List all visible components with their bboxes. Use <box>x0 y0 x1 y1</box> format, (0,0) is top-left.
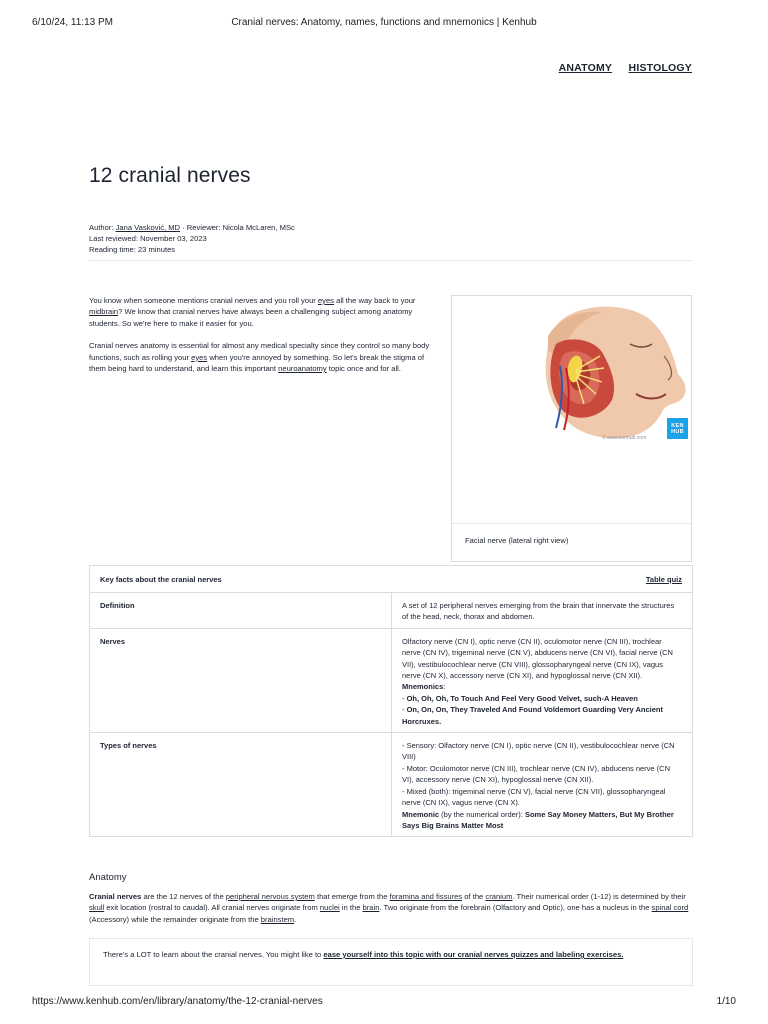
figure-caption: Facial nerve (lateral right view) <box>465 536 569 545</box>
nav-anatomy-link[interactable]: ANATOMY <box>558 62 613 74</box>
text-run: exit location (rostral to caudal). All cranial nerves originate from <box>104 903 320 913</box>
author-link[interactable]: Jana Vasković, MD <box>115 223 181 232</box>
quiz-exercises-link[interactable]: ease yourself into this topic with our cranial nerves quizzes and labeling exercises. <box>323 950 624 959</box>
top-nav <box>547 58 692 76</box>
figure-divider <box>452 523 691 524</box>
text-run: of the <box>462 892 486 901</box>
anatomy-paragraph <box>89 891 693 925</box>
divider <box>89 260 692 261</box>
mnemonic-label: Mnemonic <box>402 809 440 819</box>
text-run: ? We know that cranial nerves have always been a challenging subject among anatomy students. So we're here to make it easier for you. <box>89 307 413 328</box>
text-run: You know when someone mentions cranial nerves and you roll your <box>89 296 318 305</box>
motor-nerves: - Motor: Oculomotor nerve (CN III), trochlear nerve (CN IV), abducens nerve (CN VI), accessory nerve (CN XI), hypoglossal nerve (CN XII). <box>402 763 671 785</box>
reviewer-text: · Reviewer: Nicola McLaren, MSc <box>180 223 295 232</box>
row-value <box>392 733 693 837</box>
row-label: Nerves <box>90 628 392 732</box>
sensory-nerves: - Sensory: Olfactory nerve (CN I), optic nerve (CN II), vestibulocochlear nerve (CN VIII) <box>402 741 675 762</box>
nav-histology-link[interactable]: HISTOLOGY <box>628 62 692 74</box>
print-page-title: Cranial nerves: Anatomy, names, functions and mnemonics | Kenhub <box>231 17 537 28</box>
text-run: in the <box>339 903 363 913</box>
facial-nerve-illustration <box>452 296 691 446</box>
print-datetime: 6/10/24, 11:13 PM <box>32 17 113 28</box>
tip-text <box>90 939 692 961</box>
mixed-nerves: - Mixed (both): trigeminal nerve (CN V), facial nerve (CN VII), glossopharyngeal nerve (CN IX), vagus nerve (CN X). <box>402 786 666 808</box>
foramina-link[interactable]: foramina and fissures <box>389 892 463 901</box>
key-facts-table <box>89 565 693 837</box>
text-run: . Two originate from the forebrain (Olfactory and Optic), one has a nucleus in the <box>379 903 652 913</box>
last-reviewed: Last reviewed: November 03, 2023 <box>89 234 207 243</box>
intro-paragraph-2 <box>89 340 433 374</box>
reading-time: Reading time: 23 minutes <box>89 245 176 254</box>
eyes-link-2[interactable]: eyes <box>191 352 208 362</box>
neuroanatomy-link[interactable]: neuroanatomy <box>278 364 327 374</box>
bold-term: Cranial nerves <box>89 892 142 901</box>
bullet: - <box>402 693 407 703</box>
anatomy-heading: Anatomy <box>89 872 127 883</box>
mnemonic-text: On, On, On, They Traveled And Found Voldemort Guarding Very Ancient Horcruxes. <box>402 705 664 726</box>
intro-text <box>89 295 433 385</box>
mnemonic-item <box>402 704 682 727</box>
bullet: - <box>402 705 407 715</box>
text-run: topic once and for all. <box>326 364 401 374</box>
colon: : <box>443 682 446 692</box>
spinal-cord-link[interactable]: spinal cord <box>651 903 689 913</box>
figure-watermark: © www.kenhub.com <box>602 435 647 441</box>
table-row <box>90 733 693 837</box>
key-facts-table-wrapper <box>89 565 693 837</box>
table-header-row <box>90 566 693 593</box>
article-meta <box>89 222 295 255</box>
text-run: Cranial nerves anatomy is essential for almost any medical specialty since they control so many body functions, such as rolling your <box>89 341 430 362</box>
nerves-list: Olfactory nerve (CN I), optic nerve (CN II), oculomotor nerve (CN III), trochlear nerve (CN IV), trigeminal nerve (CN V), abducens nerve (CN VI), facial nerve (CN VII), vestibulocochlear nerve (CN VIII), glossopharyngeal nerve (CN IX), vagus nerve (CN X), accessory nerve (CN XI), and hypoglossal nerve (CN XII). <box>402 636 673 681</box>
mnemonic-text: Some Say Money Matters, But My Brother Says Big Brains Matter Most <box>402 809 674 830</box>
author-line <box>89 222 295 233</box>
table-row <box>90 593 693 629</box>
cranium-link[interactable]: cranium <box>485 892 513 901</box>
row-label: Definition <box>90 593 392 629</box>
mnemonics-label: Mnemonics <box>402 682 444 692</box>
skull-link[interactable]: skull <box>89 903 105 913</box>
text-run: are the 12 nerves of the <box>141 892 226 901</box>
row-label: Types of nerves <box>90 733 392 837</box>
mnemonic-text: Oh, Oh, Oh, To Touch And Feel Very Good Velvet, such-A Heaven <box>406 693 638 703</box>
pns-link[interactable]: peripheral nervous system <box>225 892 315 901</box>
text-run: . <box>294 914 297 924</box>
print-page-number: 1/10 <box>716 996 736 1007</box>
text-run: that emerge from the <box>314 892 390 901</box>
page-title: 12 cranial nerves <box>89 164 251 187</box>
tip-intro: There's a LOT to learn about the cranial nerves. You might like to <box>103 950 324 959</box>
order-mnemonic <box>402 809 682 832</box>
nuclei-link[interactable]: nuclei <box>319 903 340 913</box>
mnemonic-order: (by the numerical order): <box>439 809 525 819</box>
table-quiz-link[interactable]: Table quiz <box>645 575 682 584</box>
text-run: when you're annoyed by something. So let's break the stigma of them being hard to understand, and learn this important <box>89 352 425 374</box>
intro-paragraph-1 <box>89 295 433 329</box>
tip-box <box>89 938 693 986</box>
table-header-cell <box>90 566 693 593</box>
row-value <box>392 628 693 732</box>
text-run: (Accessory) while the remainder originate from the <box>89 914 261 924</box>
print-url: https://www.kenhub.com/en/library/anatomy/the-12-cranial-nerves <box>32 996 323 1007</box>
mnemonic-item <box>402 693 682 704</box>
figure-card[interactable] <box>451 295 692 562</box>
text-run: . Their numerical order (1-12) is determined by their <box>512 892 686 901</box>
key-facts-heading: Key facts about the cranial nerves <box>100 575 222 584</box>
mnemonics-heading <box>402 681 682 692</box>
brain-link[interactable]: brain <box>362 903 380 913</box>
midbrain-link[interactable]: midbrain <box>89 307 119 317</box>
author-prefix: Author: <box>89 223 116 232</box>
row-value: A set of 12 peripheral nerves emerging from the brain that innervate the structures of the head, neck, thorax and abdomen. <box>392 593 693 629</box>
table-row <box>90 628 693 732</box>
brainstem-link[interactable]: brainstem <box>260 914 295 924</box>
eyes-link[interactable]: eyes <box>317 296 334 305</box>
kenhub-badge: KEN HUB <box>667 418 688 439</box>
text-run: all the way back to your <box>333 296 416 305</box>
